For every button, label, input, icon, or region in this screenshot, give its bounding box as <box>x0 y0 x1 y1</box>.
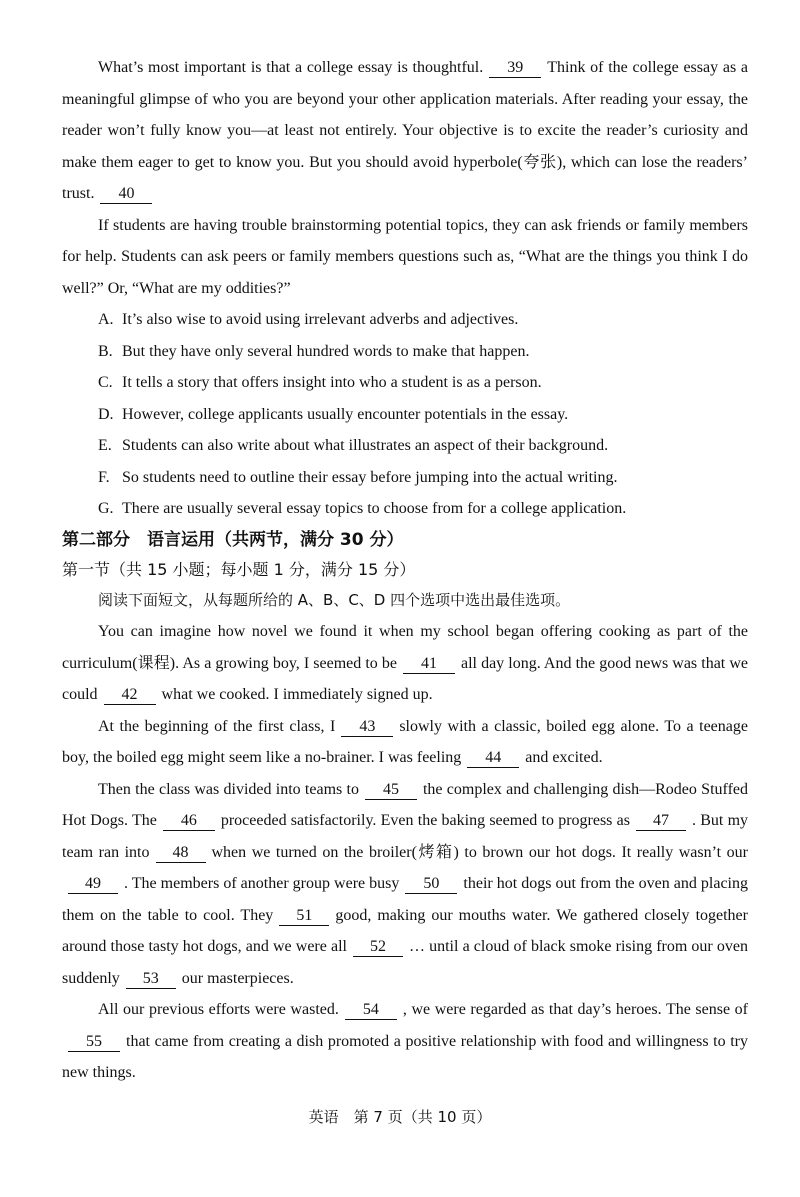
option-letter: A. <box>98 311 114 328</box>
text-span: slowly with a classic, boiled egg alone. To a teenage boy, the boiled egg might seem like a no-brainer. I was feeling <box>62 717 748 766</box>
blank-54: 54 <box>345 1001 397 1020</box>
option-letter: C. <box>98 374 113 391</box>
option-text: It tells a story that offers insight into who a student is as a person. <box>122 374 542 391</box>
text-span: . But my team ran into <box>62 812 749 861</box>
option-letter: D. <box>98 405 114 423</box>
text-span: our masterpieces. <box>181 969 294 987</box>
option-c <box>62 367 748 399</box>
blank-46: 46 <box>163 812 215 831</box>
blank-50: 50 <box>405 875 457 894</box>
text-span: What’s most important is that a college essay is thoughtful. <box>98 59 484 76</box>
reading-paragraph-2: If students are having trouble brainstorming potential topics, they can ask friends or family members for help. Students can ask peers or family members questions such as, “What are the things you think I do well?” Or, “What are my oddities?” <box>62 216 748 297</box>
option-text: There are usually several essay topics to choose from for a college application. <box>122 500 627 517</box>
blank-48: 48 <box>156 844 206 863</box>
instruction: 阅读下面短文，从每题所给的 A、B、C、D 四个选项中选出最佳选项。 <box>98 590 571 609</box>
text-span: . The members of another group were busy <box>124 875 400 892</box>
text-span: their hot dogs out from the oven and placing them on the table to cool. They <box>62 875 748 924</box>
option-f <box>62 462 748 494</box>
text-span: Think of the college essay as a meaningful glimpse of who you are beyond your other application materials. After reading your essay, the reader won’t fully know you—at least not entirely. Your objective is to excite the reader’s curiosity and make them eager to get to know you. But you should avoid hyperbole(夸张), which can lose the readers’ trust. <box>62 59 748 202</box>
text-span: At the beginning of the first class, I <box>98 717 336 735</box>
blank-40: 40 <box>100 185 152 204</box>
text-span: You can imagine how novel we found it when my school began offering cooking as part of the curriculum(课程). As a growing boy, I seemed to be <box>62 623 748 672</box>
blank-53: 53 <box>126 970 176 989</box>
option-b <box>62 336 748 368</box>
text-span: Then the class was divided into teams to <box>98 780 359 798</box>
option-e <box>62 430 748 462</box>
option-text: It’s also wise to avoid using irrelevant adverbs and adjectives. <box>122 311 519 328</box>
option-letter: F. <box>98 468 110 486</box>
blank-42: 42 <box>104 686 156 705</box>
cloze-paragraph-4 <box>62 994 748 1089</box>
cloze-paragraph-1 <box>62 616 748 711</box>
option-g <box>62 493 748 525</box>
option-d <box>62 399 748 431</box>
blank-39: 39 <box>489 59 541 78</box>
exam-page <box>62 52 748 1089</box>
blank-41: 41 <box>403 655 455 674</box>
cloze-paragraph-2 <box>62 711 748 774</box>
text-span: good, making our mouths water. We gathered closely together around those tasty hot dogs, and we were all <box>62 906 748 955</box>
text-span: … until a cloud of black smoke rising from our oven suddenly <box>62 938 748 987</box>
blank-51: 51 <box>279 907 329 926</box>
option-letter: E. <box>98 437 112 454</box>
blank-52: 52 <box>353 938 403 957</box>
text-span: the complex and challenging dish—Rodeo Stuffed Hot Dogs. The <box>62 780 748 829</box>
text-span: proceeded satisfactorily. Even the baking seemed to progress as <box>220 812 630 829</box>
text-span: that came from creating a dish promoted a positive relationship with food and willingness to try new things. <box>62 1032 748 1081</box>
option-letter: B. <box>98 342 113 360</box>
blank-45: 45 <box>365 781 417 800</box>
option-text: However, college applicants usually encounter potentials in the essay. <box>122 405 569 423</box>
part-title: 第二部分 语言运用（共两节，满分 30 分） <box>62 529 404 550</box>
blank-47: 47 <box>636 812 686 831</box>
text-span: what we cooked. I immediately signed up. <box>161 686 433 703</box>
option-text: But they have only several hundred words to make that happen. <box>122 342 530 360</box>
text-span: and excited. <box>525 749 603 766</box>
reading-paragraph-1 <box>62 52 748 210</box>
blank-44: 44 <box>467 749 519 768</box>
option-a <box>62 304 748 336</box>
text-span: all day long. And the good news was that we could <box>62 654 748 703</box>
text-span: , we were regarded as that day’s heroes. The sense of <box>402 1001 749 1018</box>
text-span: when we turned on the broiler(烤箱) to brown our hot dogs. It really wasn’t our <box>211 843 748 861</box>
blank-55: 55 <box>68 1033 120 1052</box>
option-letter: G. <box>98 500 114 517</box>
text-span: All our previous efforts were wasted. <box>98 1001 339 1018</box>
options-list <box>62 304 748 525</box>
blank-49: 49 <box>68 875 118 894</box>
cloze-paragraph-3 <box>62 774 748 995</box>
blank-43: 43 <box>341 718 393 737</box>
option-text: Students can also write about what illustrates an aspect of their background. <box>122 437 609 454</box>
option-text: So students need to outline their essay before jumping into the actual writing. <box>122 468 618 486</box>
section-title: 第一节（共 15 小题；每小题 1 分，满分 15 分） <box>62 559 416 579</box>
page-footer: 英语 第 7 页（共 10 页） <box>308 1108 492 1126</box>
